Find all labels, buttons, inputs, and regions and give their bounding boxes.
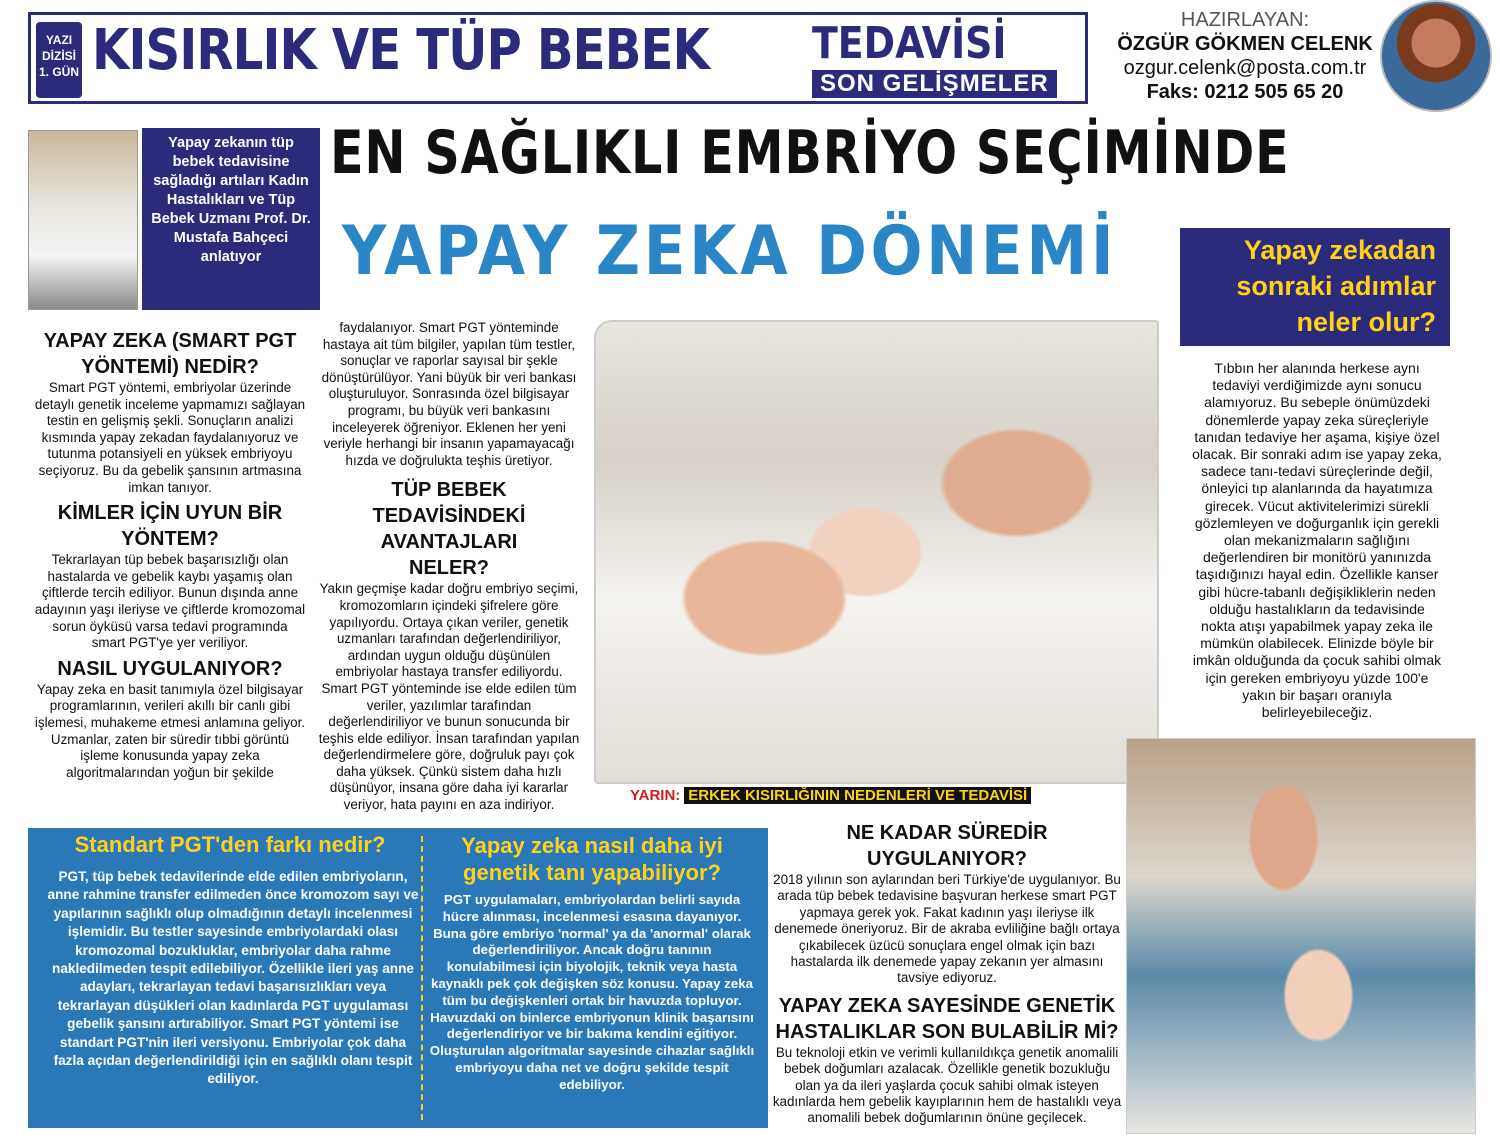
col1-heading-2: KİMLER İÇİN UYUN BİR YÖNTEM?: [57, 502, 283, 551]
tomorrow-label: YARIN:: [630, 787, 681, 804]
duration-heading: NE KADAR SÜREDİR UYGULANIYOR?: [846, 822, 1048, 870]
pgt-difference-title: Standart PGT'den farkı nedir?: [74, 832, 386, 857]
dashed-divider: [421, 836, 423, 1120]
next-steps-body: Tıbbın her alanında herkese aynı tedaviyi verdiğimizde aynı sonucu alamıyoruz. Bu sebeple önümüzdeki dönemlerde yapay zeka süreçleriyle tanıdan tedaviye her aşama, kişiye özel olacak. Bir sonraki adım ise yapay zeka, sadece tanı-tedavi süreçlerinde değil, önleyici tıp alanlarında da hayatımıza girecek. Vücut aktivitelerimizi sürekli gözlemleyen ve doğurganlık için gerekli olan mekanizmaların sağlığını değerlendiren bir monitörü yanınızda taşıdığınızı hayal edin. Özellikle kanser gibi hücre-tabanlı değişikliklerin neden olduğu hastalıkların da tedavisinde nokta atışı yapabilmek yapay zeka ile mümkün olabilecek. Elinizde böyle bir imkân olduğunda da çocuk sahibi olmak için gereken embriyoyu yüzde 100'e yakın bir başarı oranıyla belirleyebileceğiz.: [1192, 360, 1442, 721]
prepared-by-label: HAZIRLAYAN:: [1180, 9, 1310, 31]
author-fax: Faks: 0212 505 65 20: [1146, 81, 1344, 103]
bottom-middle-column: [772, 820, 1122, 1127]
series-title-right: TEDAVİSİ: [812, 18, 1007, 69]
col1-heading-3: NASIL UYGULANIYOR?: [57, 657, 283, 680]
duration-body: 2018 yılının son aylarından beri Türkiye'de uygulanıyor. Bu arada tüp bebek tedavisine başvuran herkese smart PGT yapmaya gerek yok. Fakat kadının yaşı ileriyse ilk denemede öneriyoruz. Bir de akraba evliliğine bağlı ortaya çıkabilecek üzücü sonuçlara engel olmak için bazı hastalarda ilk denemede yapay zekanın yer almasını tavsiye ediyoruz.: [773, 872, 1121, 986]
col2-body-2: Yakın geçmişe kadar doğru embriyo seçimi, kromozomların içindeki şifrelere göre yapılıyordu. Ortaya çıkan veriler, genetik uzmanları tarafından değerlendiriliyor, ardından uygun olduğu düşünülen embriyolar hastaya transfer ediliyordu. Smart PGT yönteminde ise elde edilen tüm veriler, yazılımlar tarafından değerlendiriliyor ve bunun sonucunda bir teşhis elde ediliyor. İnsan tarafından yapılan değerlendirmelere göre, doğruluk payı çok daha yüksek. Çünkü sistem daha hızlı düşünüyor, insana göre daha iyi kararlar veriyor, hata payını en aza indiriyor.: [318, 581, 580, 813]
author-name: ÖZGÜR GÖKMEN CELENK: [1117, 33, 1373, 55]
tomorrow-text: ERKEK KISIRLIĞININ NEDENLERİ VE TEDAVİSİ: [684, 787, 1031, 804]
series-line-2: DİZİSİ: [41, 49, 76, 63]
genetic-heading: YAPAY ZEKA SAYESİNDE GENETİK HASTALIKLAR SON BULABİLİR Mİ?: [775, 994, 1119, 1043]
family-photo: [594, 320, 1159, 784]
series-line-1: YAZI: [45, 33, 73, 47]
col1-body-3: Yapay zeka en basit tanımıyla özel bilgisayar programlarının, verileri akıllı bir canlı gibi işlemesi, muhakeme etmesi anlamına geliyor. Uzmanlar, zaten bir süredir tıbbi görüntü işleme konusunda yapay zeka algoritmalarından yoğun bir şekilde: [34, 681, 306, 780]
series-line-3: 1. GÜN: [38, 65, 79, 79]
expert-photo: [28, 130, 138, 310]
genetic-body: Bu teknoloji etkin ve verimli kullanıldıkça genetik anomalili bebek doğumları azalacak. Özellikle genetik bozukluğu olan ya da ileri yaşlarda çocuk sahibi olmak isteyen kadınlarda hem gebelik kayıplarının hem de hastalıklı veya anomalili bebek doğumlarının önüne geçilecek.: [772, 1044, 1122, 1126]
author-photo: [1380, 0, 1492, 112]
next-steps-title: Yapay zekadan sonraki adımlar neler olur?: [1180, 228, 1450, 346]
author-block: [1090, 8, 1400, 104]
col2-body-1: faydalanıyor. Smart PGT yönteminde hastaya ait tüm bilgiler, yapılan tüm testler, sonuçlar ve raporlar sayısal bir şekle dönüştürülüyor. Yani büyük bir veri bankası oluşturuluyor. Sonrasında özel bilgisayar programı, bu büyük veri bankasını inceleyerek öğreniyor. Eklenen her yeni veriyle herhangi bir insanın yapamayacağı hızda ve doğrulukta teşhis üretiyor.: [321, 320, 577, 468]
column-1: [34, 328, 306, 781]
expert-intro: Yapay zekanın tüp bebek tedavisine sağladığı artıları Kadın Hastalıkları ve Tüp Bebek Uzmanı Prof. Dr. Mustafa Bahçeci anlatıyor: [142, 128, 320, 310]
headline-main: EN SAĞLIKLI EMBRİYO SEÇİMİNDE: [330, 118, 1290, 188]
tomorrow-teaser: [630, 787, 1031, 804]
series-badge: [36, 22, 82, 98]
mother-baby-photo: [1126, 738, 1476, 1134]
pgt-difference-body: PGT, tüp bebek tedavilerinde elde edilen embriyoların, anne rahmine transfer edilmeden önce kromozom sayı ve yapılarının sağlıklı olup olmadığının detaylı incelenmesi işlemidir. Bu testler sayesinde embriyolardaki olası kromozomal bozukluklar, embriyolar daha rahme nakledilmeden tespit edilebiliyor. Özellikle ileri yaş anne adayları, tekrarlayan tedavi başarısızlıkları veya tekrarlayan düşükleri olan kadınlarda PGT uygulaması gebelik şansını artırabiliyor. Smart PGT yöntemi ise standart PGT'nin ileri versiyonu. Embriyolar çok daha fazla açıdan değerlendirildiği için en sağlıklı olanı tespit ediliyor.: [47, 869, 419, 1087]
column-2: [318, 320, 580, 814]
col1-body-2: Tekrarlayan tüp bebek başarısızlığı olan hastalarda ve gebelik kaybı yaşamış olan çiftlerde tercih ediliyor. Bunun dışında anne adayının yaşı ileriyse ve çiftlerde kromozomal sorun öyküsü varsa tedavi programında smart PGT'ye yer veriliyor.: [34, 552, 306, 651]
author-email: ozgur.celenk@posta.com.tr: [1123, 57, 1367, 79]
headline-secondary: YAPAY ZEKA DÖNEMİ: [342, 212, 1118, 291]
col1-body-1: Smart PGT yöntemi, embriyolar üzerinde detaylı genetik inceleme yapmamızı sağlayan testin en gelişmiş şekli. Sonuçların analizi kısmında yapay zekadan faydalanıyoruz ve tutunma potansiyeli en yüksek embriyoyu seçiyoruz. Bu da gebelik şansının artmasına imkan tanıyor.: [34, 380, 306, 495]
series-title: KISIRLIK VE TÜP BEBEK: [92, 18, 710, 83]
ai-diagnosis-body: PGT uygulamaları, embriyolardan belirli sayıda hücre alınması, incelenmesi esasına dayanıyor. Buna göre embriyo 'normal' ya da 'anormal' olarak değerlendiriliyor. Ancak doğru tanının konulabilmesi için biyolojik, teknik veya hasta kaynaklı pek çok değişken söz konusu. Yapay zeka tüm bu değişkenleri ortak bir havuzda topluyor. Havuzdaki on binlerce embriyonun klinik başarısını değerlendiriyor ve bir bakıma kendini eğitiyor. Oluşturulan algoritmalar sayesinde cihazlar sağlıklı embriyoyu daha net ve doğru şekilde tespit edebiliyor.: [429, 892, 755, 1092]
series-subtitle: SON GELİŞMELER: [812, 70, 1057, 98]
ai-diagnosis-title: Yapay zeka nasıl daha iyi genetik tanı yapabiliyor?: [461, 833, 723, 885]
col1-heading-1: YAPAY ZEKA (SMART PGT YÖNTEMİ) NEDİR?: [43, 330, 297, 378]
col2-heading-1: TÜP BEBEK TEDAVİSİNDEKİ AVANTAJLARI NELER?: [372, 479, 526, 580]
